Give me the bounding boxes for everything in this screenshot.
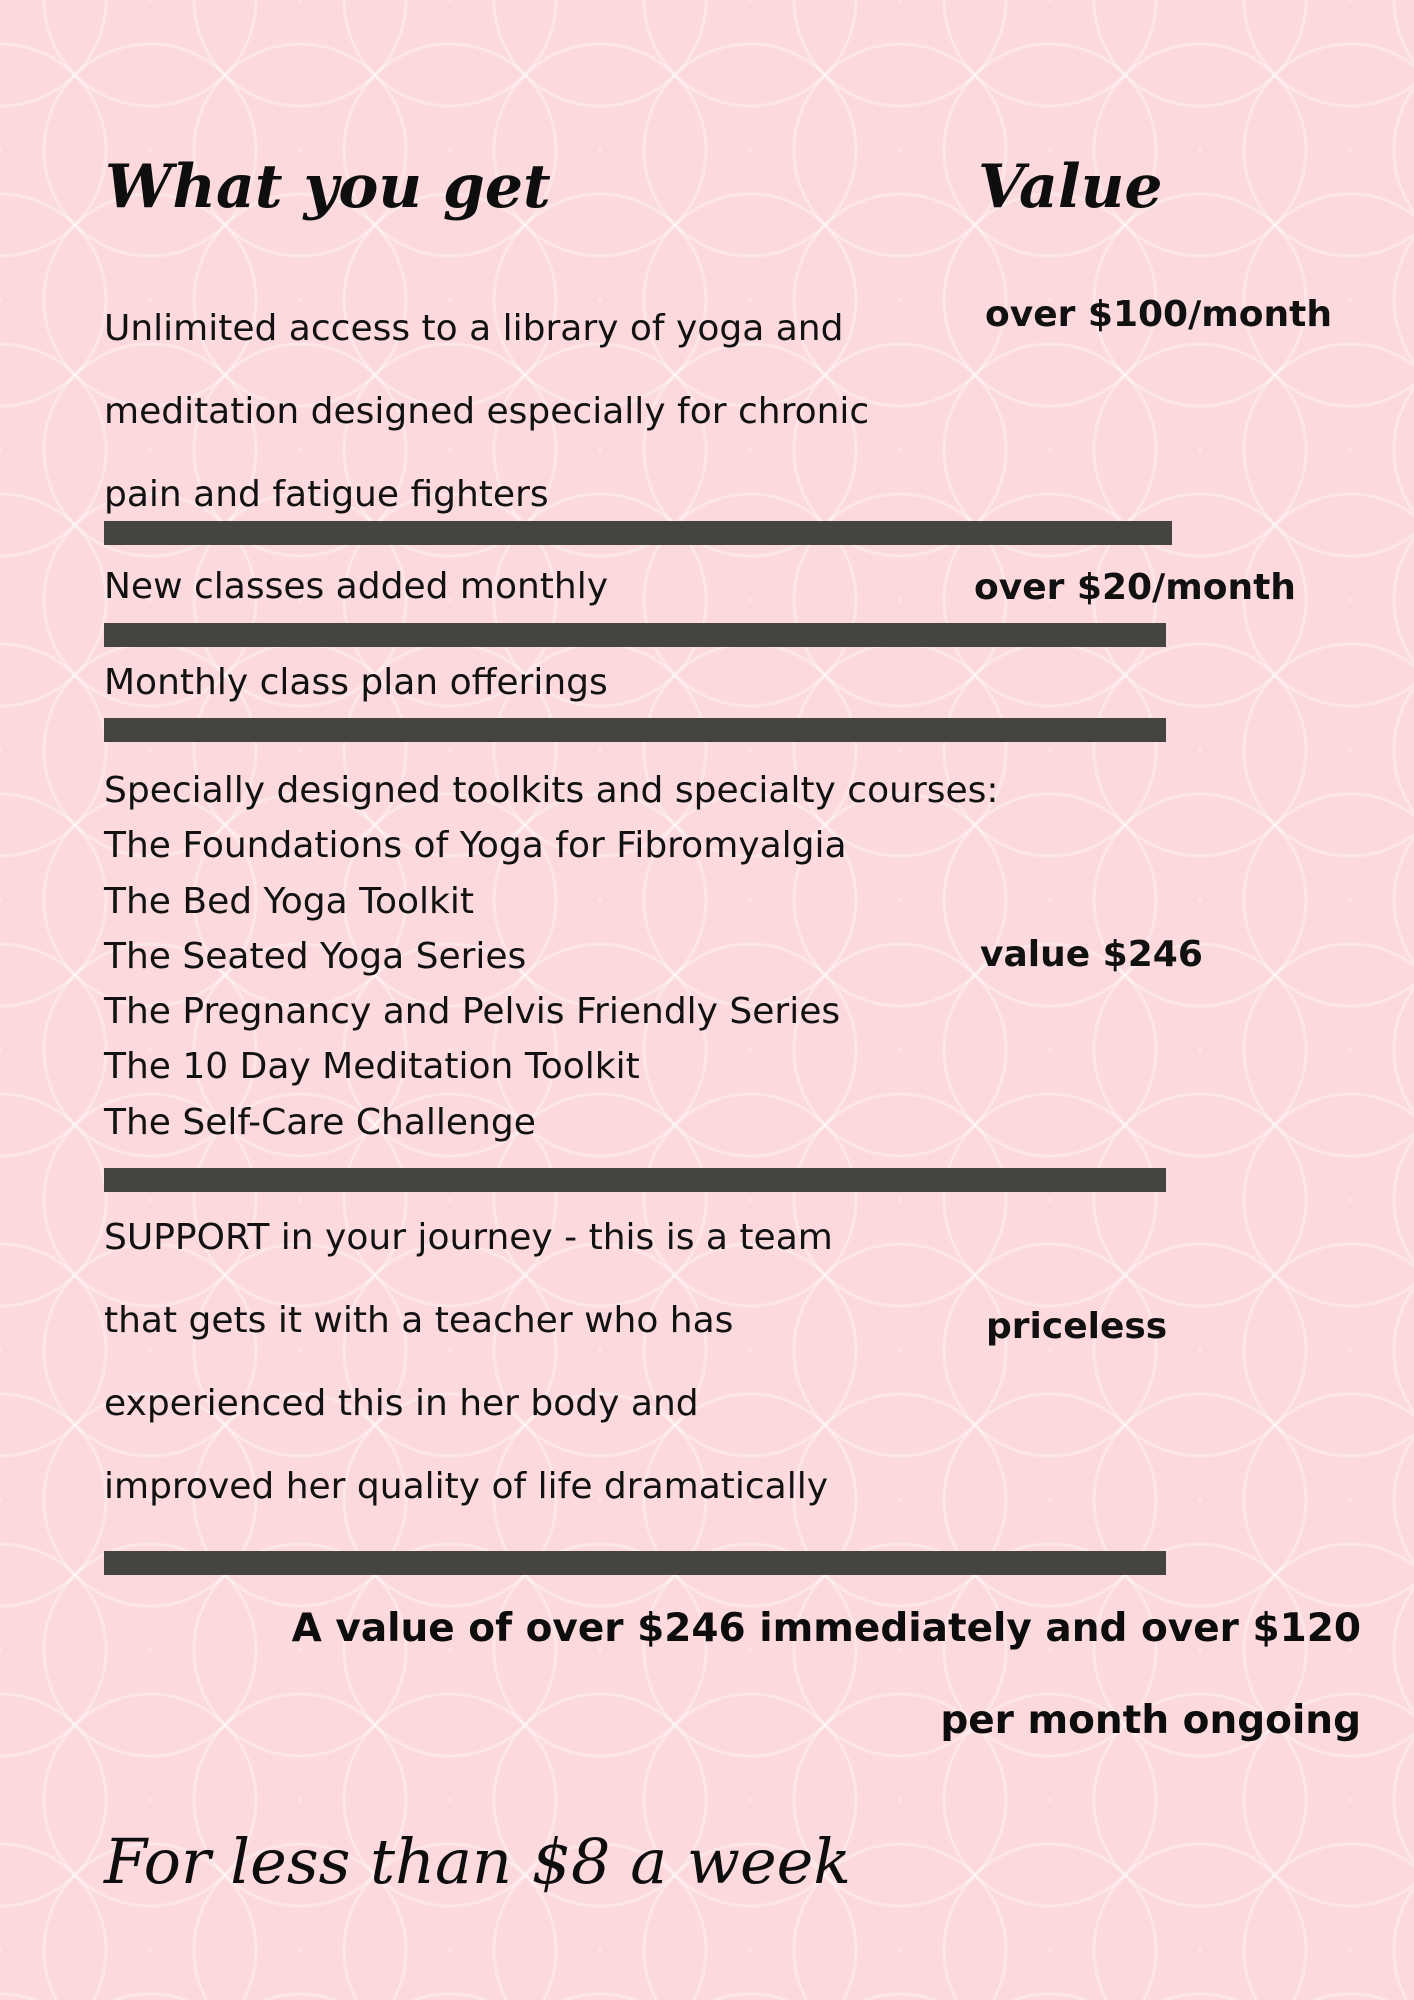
benefit-line: Specially designed toolkits and specialty courses: [104,770,999,811]
summary-line: A value of over $246 immediately and over $120 [291,1606,1361,1651]
benefit-line: meditation designed especially for chronic [104,391,870,432]
summary-line: per month ongoing [940,1698,1361,1743]
course-item: The Self-Care Challenge [104,1101,536,1143]
benefit-line: pain and fatigue fighters [104,474,549,515]
benefit-unlimited-access [104,287,869,536]
value-support: priceless [986,1306,1168,1347]
benefit-class-plans [104,658,608,708]
divider [104,623,1166,647]
course-item: The 10 Day Meditation Toolkit [104,1046,640,1088]
course-item: The Bed Yoga Toolkit [104,880,475,922]
benefit-toolkits-courses [104,763,999,1150]
benefit-line: experienced this in her body and [104,1383,699,1424]
value-unlimited-access: over $100/month [985,294,1332,335]
benefit-line: Unlimited access to a library of yoga and [104,308,844,349]
value-toolkits-courses: value $246 [980,934,1203,975]
benefit-new-classes [104,562,608,612]
course-item: The Pregnancy and Pelvis Friendly Series [104,991,841,1033]
benefit-line: New classes added monthly [104,566,609,607]
course-item: The Seated Yoga Series [104,935,527,977]
divider [104,1551,1166,1575]
benefit-line: improved her quality of life dramatically [104,1466,829,1507]
benefit-support [104,1196,833,1528]
what-you-get-heading: What you get [105,152,551,222]
divider [104,1168,1166,1192]
course-item: The Foundations of Yoga for Fibromyalgia [104,825,847,867]
value-new-classes: over $20/month [974,567,1296,608]
value-summary [292,1583,1361,1767]
price-tagline: For less than $8 a week [104,1825,851,1898]
divider [104,521,1172,545]
benefit-line: that gets it with a teacher who has [104,1300,734,1341]
benefit-line: Monthly class plan offerings [104,662,608,703]
value-heading: Value [978,152,1163,222]
benefit-line: SUPPORT in your journey - this is a team [104,1217,833,1258]
divider [104,718,1166,742]
